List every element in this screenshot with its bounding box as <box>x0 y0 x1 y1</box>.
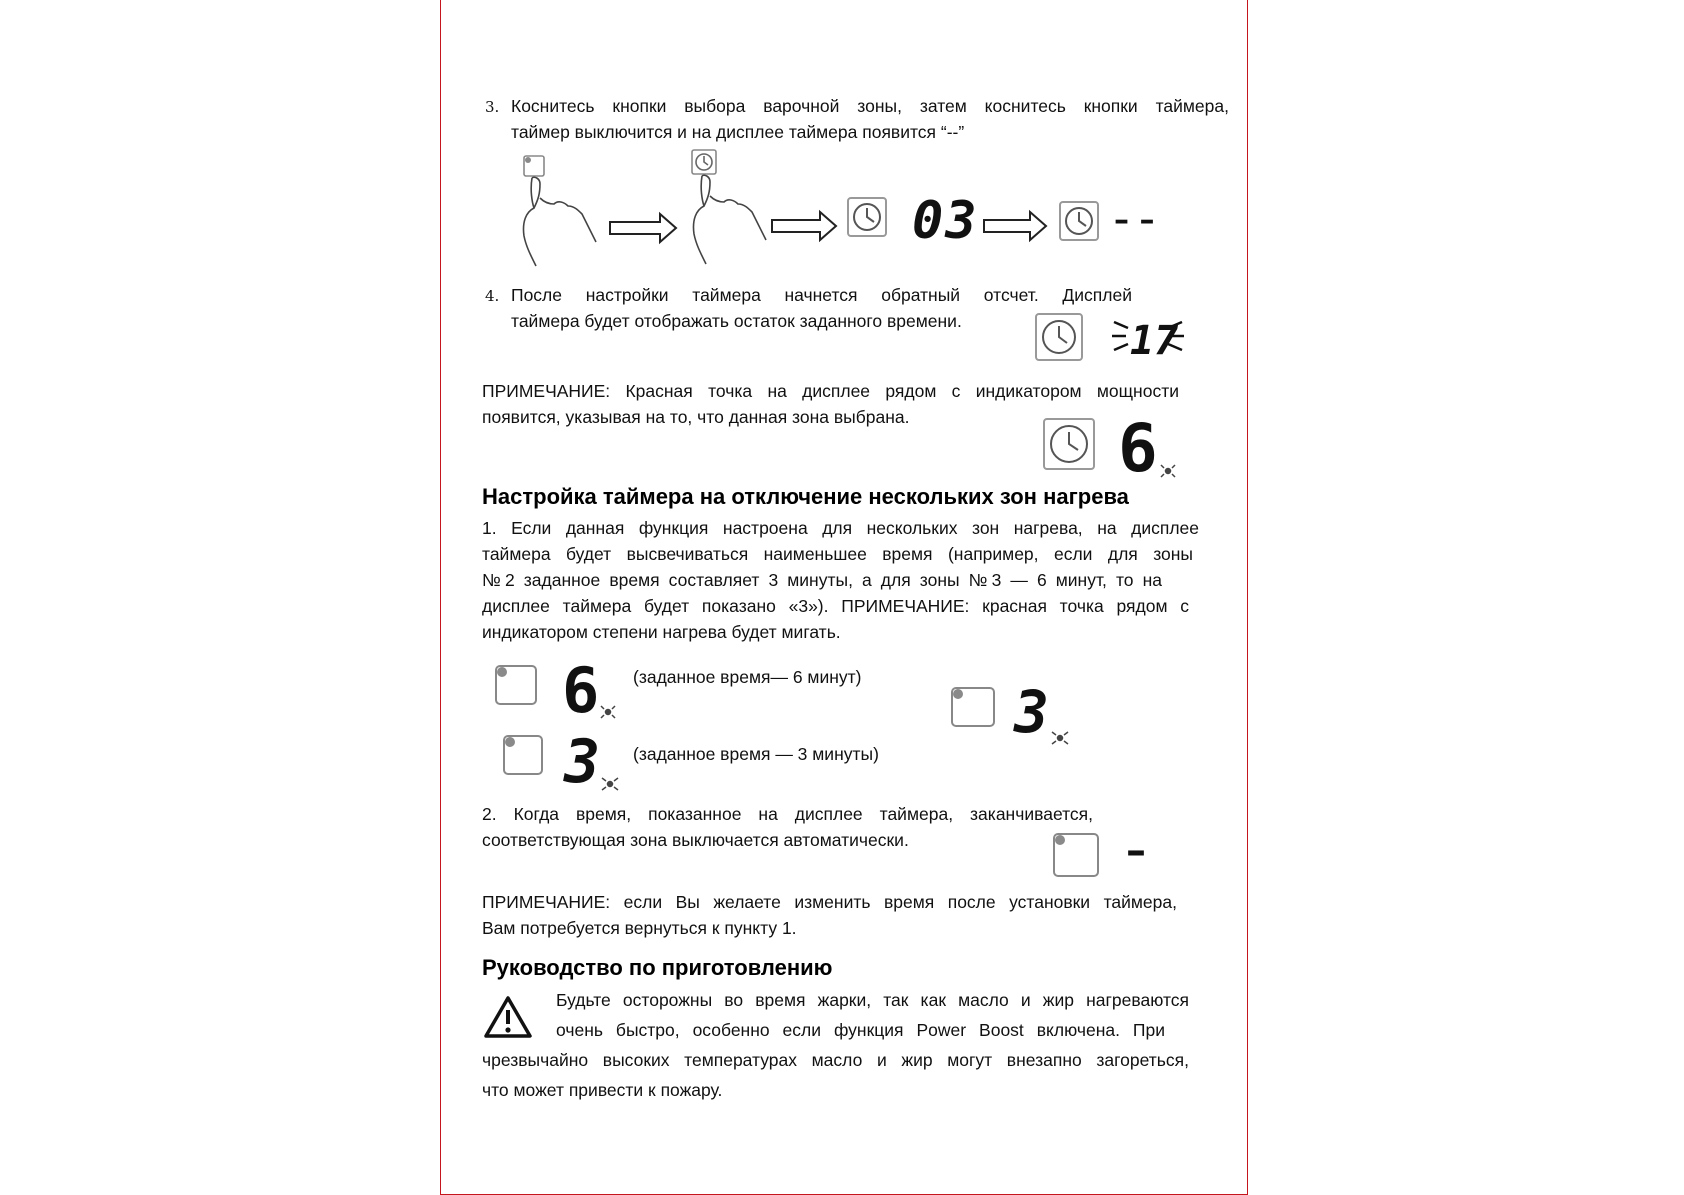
zone-a-caption: (заданное время— 6 минут) <box>633 667 862 687</box>
timer-clock-icon <box>1044 419 1094 469</box>
pointing-hand-icon <box>693 175 766 264</box>
zone-key-icon <box>952 688 994 726</box>
section-1-line-5: индикатором степени нагрева будет мигать. <box>482 622 841 642</box>
zone-key-icon <box>496 666 536 704</box>
step-4-number: 4. <box>485 287 500 305</box>
note-1-line-1: ПРИМЕЧАНИЕ: Красная точка на дисплее рядом с индикатором мощности <box>482 381 1179 401</box>
zone-a-digit: 6 <box>562 654 600 727</box>
note-1-line-2: появится, указывая на то, что данная зона выбрана. <box>482 407 910 427</box>
remaining-time-illustration <box>1032 310 1202 370</box>
section-1-line-3: №2 заданное время составляет 3 минуты, а для зоны №3 — 6 минут, то на <box>482 570 1162 590</box>
blinking-dot-icon <box>601 706 615 718</box>
step-4-line-1: После настройки таймера начнется обратный отсчет. Дисплей <box>511 285 1132 305</box>
warning-line-1: Будьте осторожны во время жарки, так как масло и жир нагреваются <box>556 990 1189 1010</box>
section-1-line-2: таймера будет высвечиваться наименьшее время (например, если для зоны <box>482 544 1193 564</box>
section-1-step-2-line-1: 2. Когда время, показанное на дисплее таймера, заканчивается, <box>482 804 1093 824</box>
step-4-line-2: таймера будет отображать остаток заданного времени. <box>511 311 962 331</box>
section-title-multiple-zones: Настройка таймера на отключение нескольких зон нагрева <box>482 484 1129 509</box>
timer-key-icon <box>692 150 716 174</box>
zone-off-display <box>1048 830 1178 880</box>
section-1-line-4: дисплее таймера будет показано «3»). ПРИМЕЧАНИЕ: красная точка рядом с <box>482 596 1189 616</box>
blinking-dot-icon <box>602 778 618 790</box>
zone-a-display <box>490 650 630 727</box>
note-2-line-2: Вам потребуется вернуться к пункту 1. <box>482 918 797 938</box>
countdown-display: 03 <box>912 191 979 251</box>
zone-off-symbol: – <box>1126 828 1146 874</box>
timer-clock-icon <box>1036 314 1082 360</box>
zone-b-caption: (заданное время — 3 минуты) <box>633 744 879 764</box>
combined-timer-display <box>946 676 1086 756</box>
zone-b-digit: 3 <box>564 727 601 797</box>
timer-clock-icon <box>1060 202 1098 240</box>
warning-icon <box>482 994 534 1040</box>
step-3-number: 3. <box>485 98 500 116</box>
arrow-icon <box>772 212 836 240</box>
step-3-illustration <box>520 150 1180 270</box>
arrow-icon <box>610 214 676 242</box>
timer-clock-icon <box>848 198 886 236</box>
warning-line-2: очень быстро, особенно если функция Power Boost включена. При <box>556 1020 1165 1040</box>
pointing-hand-icon <box>523 177 596 266</box>
section-1-line-1: 1. Если данная функция настроена для нескольких зон нагрева, на дисплее <box>482 518 1199 538</box>
step-3-line-1: Коснитесь кнопки выбора варочной зоны, затем коснитесь кнопки таймера, <box>511 96 1229 116</box>
cooking-line-3: чрезвычайно высоких температурах масло и жир могут внезапно загореться, <box>482 1050 1189 1070</box>
cooking-line-4: что может привести к пожару. <box>482 1080 723 1100</box>
zone-select-key-icon <box>524 156 544 176</box>
power-level-display: 6 <box>1118 410 1158 487</box>
selection-dot-icon <box>1161 465 1175 477</box>
remaining-time-display: 17 <box>1130 318 1179 364</box>
arrow-icon <box>984 212 1046 240</box>
zone-b-display <box>498 724 638 797</box>
note-2-line-1: ПРИМЕЧАНИЕ: если Вы желаете изменить время после установки таймера, <box>482 892 1177 912</box>
combined-digit: 3 <box>1014 678 1049 746</box>
power-indicator-illustration <box>1040 405 1190 485</box>
step-3-line-2: таймер выключится и на дисплее таймера появится “--” <box>511 122 965 142</box>
timer-off-display: – – <box>1114 203 1155 238</box>
zone-key-icon <box>504 736 542 774</box>
section-title-cooking-guide: Руководство по приготовлению <box>482 955 833 980</box>
zone-key-icon <box>1054 834 1098 876</box>
section-1-step-2-line-2: соответствующая зона выключается автоматически. <box>482 830 909 850</box>
blinking-dot-icon <box>1052 732 1068 744</box>
